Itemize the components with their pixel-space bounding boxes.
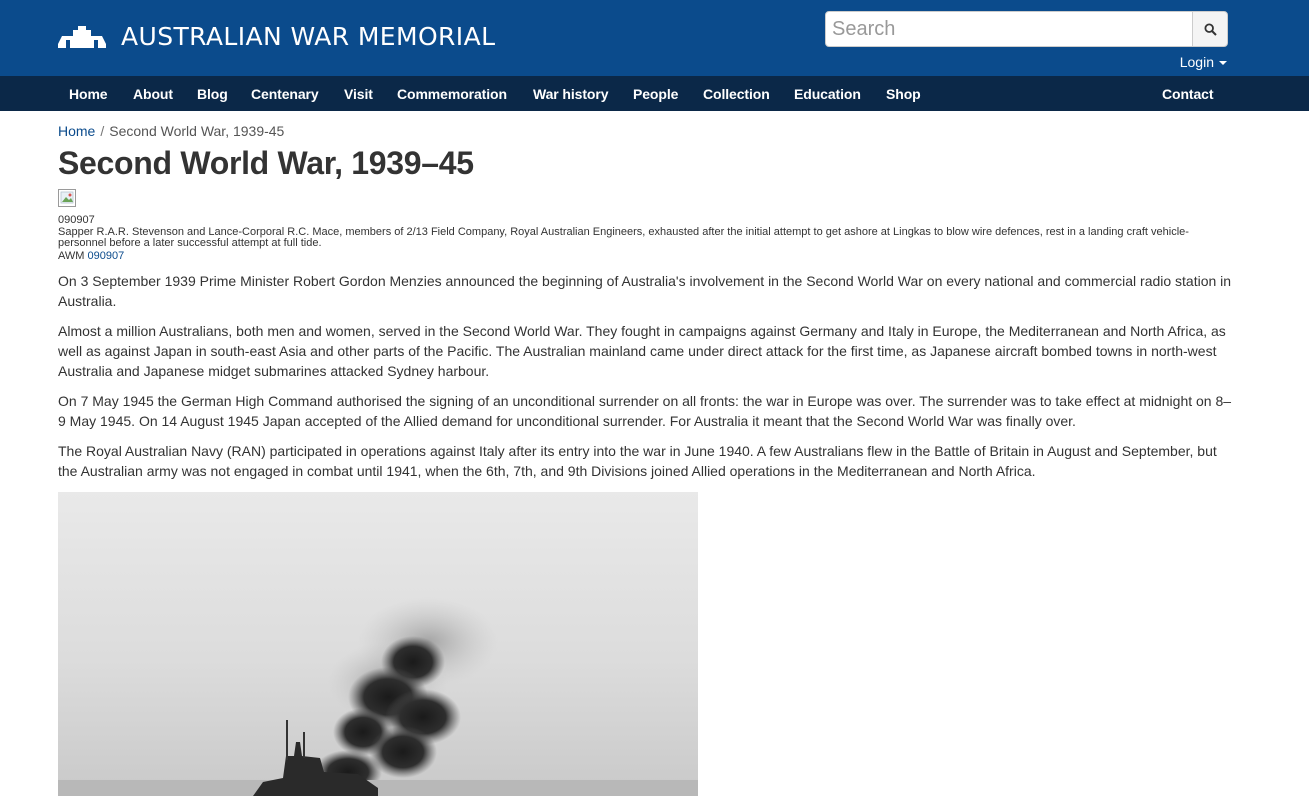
site-logo[interactable] (58, 22, 495, 51)
breadcrumb-separator: / (100, 123, 105, 139)
paragraph: Almost a million Australians, both men and women, served in the Second World War. They fought in campaigns against Germany and Italy in Europe, the Mediterranean and North Africa, as well as against Japan in south-east Asia and other parts of the Pacific. The Australian mainland came under direct attack for the first time, as Japanese aircraft bombed towns in north-west Australia and Japanese midget submarines attacked Sydney harbour. (58, 323, 1226, 379)
warship-photo (58, 492, 698, 796)
nav-item-war-history[interactable]: War history (533, 86, 609, 102)
breadcrumb-current: Second World War, 1939-45 (109, 123, 285, 139)
breadcrumb-home-link[interactable]: Home (58, 123, 96, 139)
site-header (0, 0, 1309, 76)
main-nav (0, 76, 1309, 111)
awm-link[interactable]: 090907 (87, 250, 125, 262)
nav-item-commemoration[interactable]: Commemoration (397, 86, 507, 102)
caret-down-icon (1219, 61, 1227, 65)
page-title: Second World War, 1939–45 (58, 145, 474, 181)
search-bar (825, 11, 1228, 47)
nav-item-contact[interactable]: Contact (1162, 86, 1214, 102)
figure-awm-reference (58, 250, 124, 262)
paragraph: On 3 September 1939 Prime Minister Robert Gordon Menzies announced the beginning of Australia's involvement in the Second World War on every national and commercial radio station in Australia. (58, 273, 1232, 309)
paragraph: The Royal Australian Navy (RAN) participated in operations against Italy after its entry into the war in June 1940. A few Australians flew in the Battle of Britain in August and September, but the Australian army was not engaged in combat until 1941, when the 6th, 7th, and 9th Divisions joined Allied operations in the Mediterranean and North Africa. (58, 443, 1217, 479)
nav-item-shop[interactable]: Shop (886, 86, 921, 102)
warship-photo-graphic (58, 492, 698, 796)
memorial-logo-icon (58, 24, 106, 50)
paragraph: On 7 May 1945 the German High Command authorised the signing of an unconditional surrender on all fronts: the war in Europe was over. The surrender was to take effect at midnight on 8–9 May 1945. On 14 August 1945 Japan accepted of the Allied demand for unconditional surrender. For Australia it meant that the Second World War was finally over. (58, 393, 1232, 429)
nav-item-people[interactable]: People (633, 86, 679, 102)
search-button[interactable] (1192, 11, 1228, 47)
awm-prefix: AWM (58, 250, 85, 262)
nav-item-collection[interactable]: Collection (703, 86, 770, 102)
nav-item-education[interactable]: Education (794, 86, 861, 102)
nav-item-visit[interactable]: Visit (344, 86, 373, 102)
login-label: Login (1179, 54, 1214, 70)
login-dropdown[interactable] (1180, 54, 1227, 70)
nav-item-blog[interactable]: Blog (197, 86, 228, 102)
site-name: AUSTRALIAN WAR MEMORIAL (121, 22, 496, 51)
nav-item-about[interactable]: About (133, 86, 173, 102)
breadcrumb (58, 123, 284, 139)
search-input[interactable] (825, 11, 1193, 47)
figure-caption: Sapper R.A.R. Stevenson and Lance-Corporal R.C. Mace, members of 2/13 Field Company, Royal Australian Engineers, exhausted after the initial attempt to get ashore at Lingkas to blow wire defences, rest in a landing craft vehicle-personnel before a later successful attempt at full tide. (58, 226, 1189, 249)
nav-item-home[interactable]: Home (69, 86, 108, 102)
article-body (58, 271, 1233, 491)
broken-image-icon (58, 189, 76, 207)
nav-item-centenary[interactable]: Centenary (251, 86, 319, 102)
figure-id: 090907 (58, 214, 95, 226)
search-icon (1204, 23, 1217, 36)
